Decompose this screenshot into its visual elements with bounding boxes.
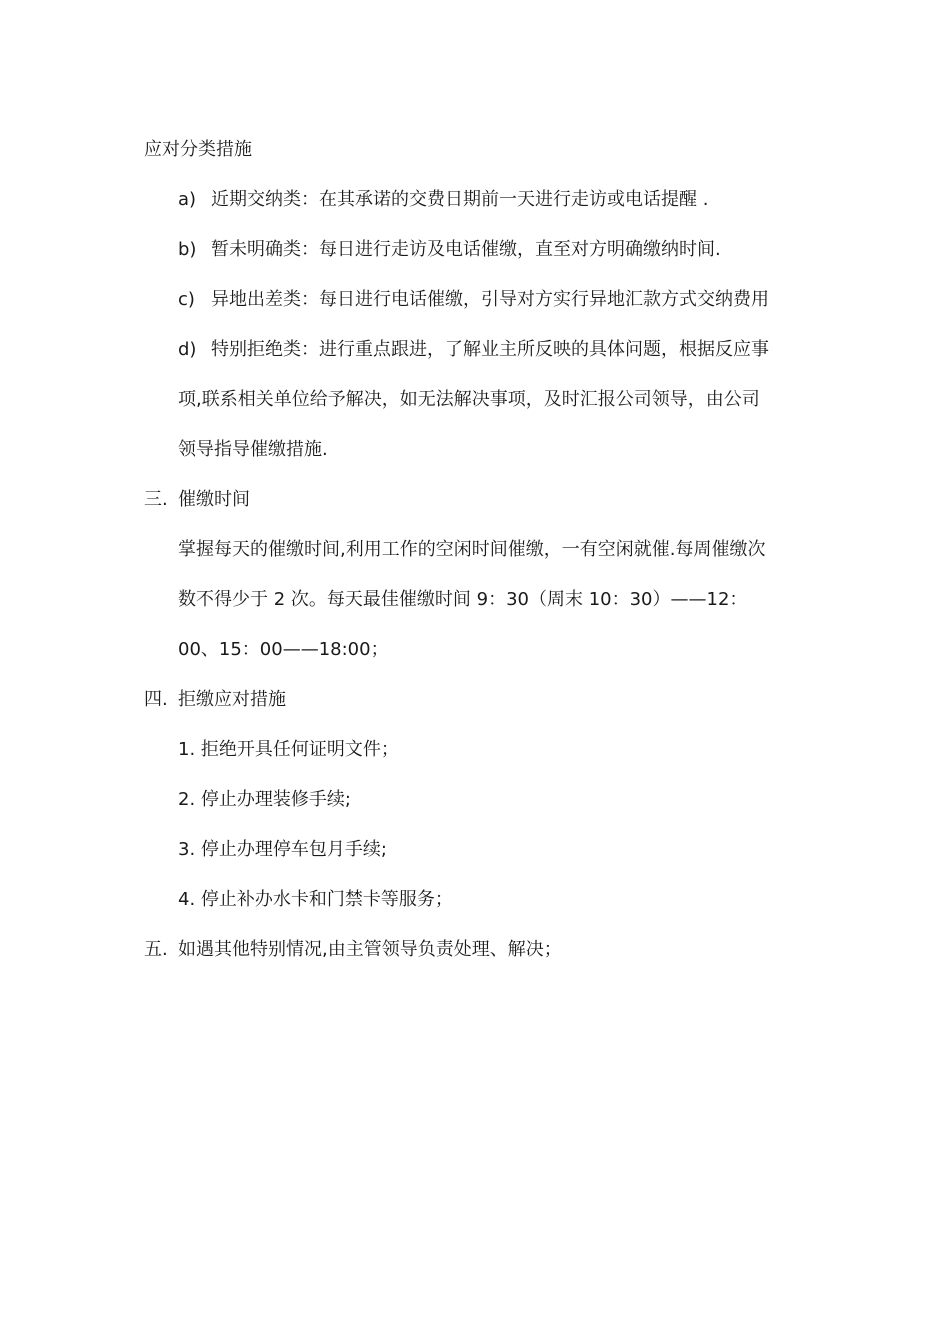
section5-number: 五.	[144, 939, 168, 960]
section5-text: 如遇其他特别情况,由主管领导负责处理、解决；	[178, 939, 562, 960]
category-marker-b: b)	[178, 239, 197, 260]
section4-item-2: 2. 停止办理装修手续;	[178, 789, 351, 810]
section4-item-3: 3. 停止办理停车包月手续;	[178, 839, 387, 860]
category-marker-c: c)	[178, 289, 195, 310]
category-item-a	[178, 188, 708, 212]
category-item-c	[178, 288, 769, 312]
section4-item-1: 1. 拒绝开具任何证明文件；	[178, 739, 399, 760]
section4-item-4: 4. 停止补办水卡和门禁卡等服务；	[178, 889, 453, 910]
section3-body-line-1: 掌握每天的催缴时间,利用工作的空闲时间催缴，一有空闲就催.每周催缴次	[178, 539, 766, 560]
section3-heading	[144, 488, 250, 512]
category-text-d: 特别拒绝类：进行重点跟进，了解业主所反映的具体问题，根据反应事	[211, 339, 769, 360]
section4-heading	[144, 688, 286, 712]
category-d-continuation-1: 项,联系相关单位给予解决，如无法解决事项，及时汇报公司领导，由公司	[178, 389, 760, 410]
section3-title: 催缴时间	[178, 489, 250, 510]
category-item-b	[178, 238, 721, 262]
section3-number: 三.	[144, 489, 168, 510]
section4-number: 四.	[144, 689, 168, 710]
heading-classified-measures: 应对分类措施	[144, 139, 252, 160]
section4-title: 拒缴应对措施	[178, 689, 286, 710]
section3-body-line-2: 数不得少于 2 次。每天最佳催缴时间 9：30（周末 10：30）——12：	[178, 589, 748, 610]
section3-body-line-3: 00、15：00——18:00；	[178, 639, 389, 660]
section5-line	[144, 938, 562, 962]
category-item-d	[178, 338, 769, 362]
category-text-c: 异地出差类：每日进行电话催缴，引导对方实行异地汇款方式交纳费用	[211, 289, 769, 310]
category-marker-a: a)	[178, 189, 197, 210]
category-marker-d: d)	[178, 339, 197, 360]
category-text-b: 暂未明确类：每日进行走访及电话催缴，直至对方明确缴纳时间.	[211, 239, 721, 260]
category-d-continuation-2: 领导指导催缴措施.	[178, 439, 328, 460]
category-text-a: 近期交纳类：在其承诺的交费日期前一天进行走访或电话提醒 .	[211, 189, 709, 210]
